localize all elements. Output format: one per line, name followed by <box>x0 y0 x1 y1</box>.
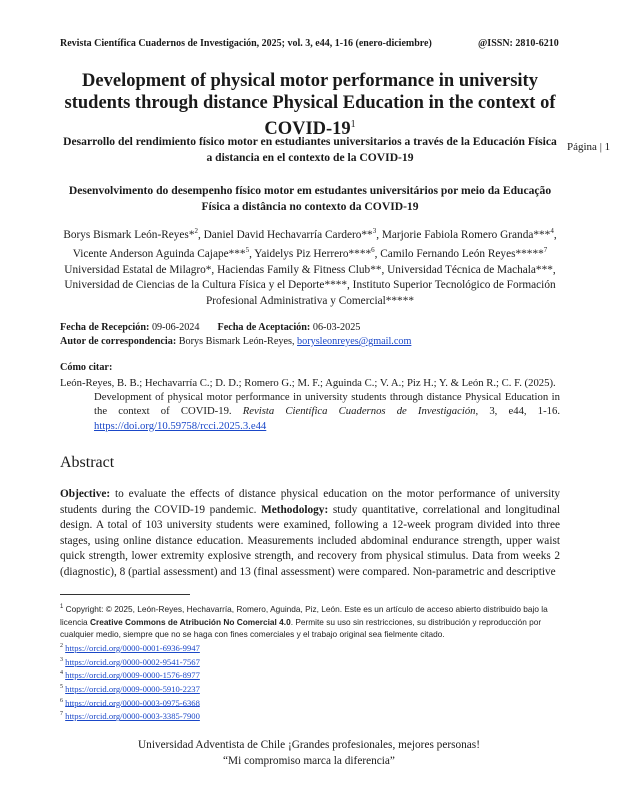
accepted-label: Fecha de Aceptación: <box>217 322 311 333</box>
footer-line-2: “Mi compromiso marca la diferencia” <box>223 755 395 767</box>
author-footnote-marker: 5 <box>245 246 250 255</box>
author-name: , Vicente Anderson Aguinda Cajape*** <box>72 228 557 261</box>
footnote-marker: 2 <box>60 643 63 649</box>
orcid-link[interactable]: https://orcid.org/0009-0000-5910-2237 <box>65 683 200 694</box>
orcid-footnote <box>60 696 200 710</box>
received-date: 09-06-2024 <box>151 322 200 333</box>
orcid-footnote <box>60 641 200 655</box>
abstract-text <box>60 487 560 580</box>
copyright-text-end: . Permite su uso sin restricciones, su distribución y reproducción por cualquier medio, siempre que no se haga con fines comerciales y el trabajo original sea fielmente citado. <box>60 616 542 640</box>
correspondence-email-link[interactable]: borysleonreyes@gmail.com <box>297 336 412 347</box>
orcid-link[interactable]: https://orcid.org/0000-0001-6936-9947 <box>65 642 200 653</box>
orcid-link[interactable]: https://orcid.org/0000-0003-0975-6368 <box>65 697 200 708</box>
paper-title <box>60 70 560 140</box>
paper-title-text: Development of physical motor performance in university students through distance Physical Education in the context of COVID-19 <box>64 71 556 140</box>
citation-journal: Revista Científica Cuadernos de Investigación <box>242 405 476 418</box>
dates-line <box>60 321 360 335</box>
footer-line-1: Universidad Adventista de Chile ¡Grandes profesionales, mejores personas! <box>138 739 480 751</box>
footnote-marker: 3 <box>60 656 63 663</box>
correspondence-line <box>60 335 411 349</box>
title-footnote-marker: 1 <box>350 119 356 130</box>
citation-title: Development of physical motor performance in university students through distance Physical Education in the context of COVID-19. <box>94 391 560 418</box>
footnote-marker: 1 <box>60 604 64 610</box>
abstract-heading: Abstract <box>60 454 115 471</box>
citation-heading: Cómo citar: <box>60 362 113 373</box>
objective-label: Objective: <box>60 488 111 500</box>
author-name: , Marjorie Fabiola Romero Granda*** <box>376 228 551 241</box>
methodology-text: study quantitative, correlational and longitudinal design. A total of 103 university students were examined, following a 12-week program divided into three stages, using online distance education. Measurements included abdominal endurance strength, upper waist quick strength, lower extremity explosive strength, and recovery from physical stimulus. Data from weeks 2 (diagnostic), 8 (partial assessment) and 13 (final assessment) were compared. Non-parametric and descriptive <box>60 503 560 578</box>
license-name: Creative Commons de Atribución No Comercial 4.0 <box>89 616 291 627</box>
author-block <box>60 224 560 310</box>
footnote-marker: 6 <box>60 697 63 704</box>
orcid-link[interactable]: https://orcid.org/0000-0002-9541-7567 <box>65 656 200 667</box>
citation-doi-link[interactable]: https://doi.org/10.59758/rcci.2025.3.e44 <box>94 419 267 432</box>
footnote-divider <box>60 594 190 595</box>
citation-block <box>60 376 560 433</box>
methodology-label: Methodology: <box>261 503 329 516</box>
copyright-footnote <box>60 601 570 641</box>
author-footnote-marker: 4 <box>550 227 554 235</box>
accepted-date: 06-03-2025 <box>312 322 361 333</box>
journal-header: Revista Científica Cuadernos de Investigación, 2025; vol. 3, e44, 1-16 (enero-diciembre) <box>60 38 432 49</box>
orcid-footnote <box>60 655 200 669</box>
author-name: Borys Bismark León-Reyes* <box>63 228 195 241</box>
footnote-marker: 7 <box>60 711 63 718</box>
received-label: Fecha de Recepción: <box>60 322 150 333</box>
page-footer <box>0 737 618 769</box>
footnote-marker: 4 <box>60 670 63 677</box>
citation-authors: León-Reyes, B. B.; Hechavarría C.; D. D.; Romero G.; M. F.; Aguinda C.; V. A.; Piz H.; Y. & León R.; C. F. (2025). <box>60 377 556 389</box>
correspondence-label: Autor de correspondencia: <box>60 336 177 347</box>
objective-text: to evaluate the effects of distance physical education on the motor performance of university students during the COVID-19 pandemic. <box>60 488 560 516</box>
copyright-text: Copyright: © 2025, León-Reyes, Hechavarría, Romero, Aguinda, Piz, León. Este es un artículo de acceso abierto distribuido bajo la licencia <box>60 603 548 627</box>
orcid-footnote <box>60 709 200 723</box>
footnote-marker: 5 <box>60 683 63 690</box>
orcid-footnote <box>60 668 200 682</box>
author-name: , Yaidelys Piz Herrero**** <box>249 248 372 261</box>
author-footnote-marker: 3 <box>372 227 377 235</box>
orcid-link[interactable]: https://orcid.org/0009-0000-1576-8977 <box>65 670 200 681</box>
author-name: , Camilo Fernando León Reyes***** <box>374 248 544 261</box>
citation-details: , 3, e44, 1-16. <box>475 405 560 418</box>
author-footnote-marker: 6 <box>371 246 375 255</box>
author-footnote-marker: 2 <box>194 227 198 235</box>
correspondence-name: Borys Bismark León-Reyes, <box>178 336 295 347</box>
subtitle-portuguese: Desenvolvimento do desempenho físico motor em estudantes universitários por meio da Educação Física a distância no contexto da COVID-19 <box>68 184 552 213</box>
affiliations: Universidad Estatal de Milagro*, Haciendas Family & Fitness Club**, Universidad Técnica de Machala***, Universidad de Ciencias de la Cultura Física y el Deporte****, Instituto Superior Tecnológico de Formación Profesional Administrativa y Comercial***** <box>64 263 556 307</box>
citation-body <box>60 390 560 433</box>
page-number: Página | 1 <box>567 141 611 153</box>
subtitle-spanish: Desarrollo del rendimiento físico motor en estudiantes universitarios a través de la Educación Física a distancia en el contexto de la COVID-19 <box>63 135 557 164</box>
author-footnote-marker: 7 <box>543 246 548 255</box>
author-name: , Daniel David Hechavarría Cardero** <box>197 228 373 241</box>
orcid-link[interactable]: https://orcid.org/0000-0003-3385-7900 <box>65 711 200 722</box>
issn-header: @ISSN: 2810-6210 <box>478 38 559 49</box>
orcid-footnote <box>60 682 200 696</box>
orcid-footnotes <box>60 641 200 723</box>
